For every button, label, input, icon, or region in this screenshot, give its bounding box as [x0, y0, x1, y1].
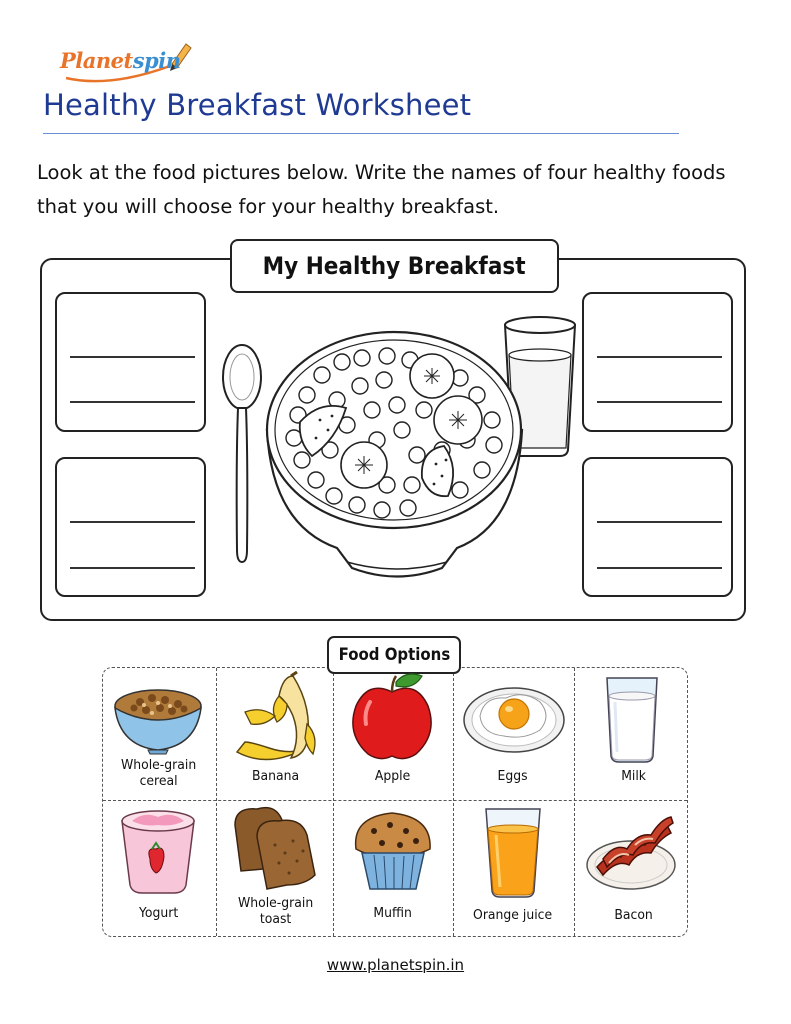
- food-option-milk[interactable]: [575, 668, 692, 803]
- yogurt-icon: [100, 801, 217, 901]
- breakfast-illustration: [212, 300, 582, 620]
- page-title: Healthy Breakfast Worksheet: [43, 88, 472, 122]
- logo-wordmark: Planetspin: [60, 48, 181, 73]
- answer-line[interactable]: [597, 567, 722, 569]
- title-underline: [43, 133, 679, 134]
- apple-icon: [334, 668, 453, 768]
- food-option-label: Whole-grain cereal: [120, 757, 197, 789]
- planetspin-logo: [60, 38, 200, 84]
- food-option-whole-grain-cereal[interactable]: [100, 668, 217, 803]
- answer-box-bottom-right[interactable]: [582, 457, 733, 597]
- footer-link[interactable]: www.planetspin.in: [326, 956, 465, 974]
- answer-line[interactable]: [597, 401, 722, 403]
- food-option-muffin[interactable]: [334, 801, 451, 936]
- food-option-whole-grain-toast[interactable]: [217, 801, 334, 936]
- answer-box-top-left[interactable]: [55, 292, 206, 432]
- food-option-label: Apple: [374, 768, 411, 784]
- food-option-label: Orange juice: [473, 907, 553, 923]
- food-option-label: Eggs: [497, 768, 528, 784]
- food-option-label: Bacon: [614, 907, 653, 923]
- answer-line[interactable]: [70, 521, 195, 523]
- food-option-bacon[interactable]: [575, 801, 692, 936]
- food-option-orange-juice[interactable]: [454, 801, 571, 936]
- cereal-bowl-icon: [100, 668, 217, 758]
- instructions-text: Look at the food pictures below. Write the names of four healthy foods that you will choose for your healthy breakfast.: [37, 161, 726, 218]
- answer-line[interactable]: [597, 356, 722, 358]
- food-option-label: Muffin: [373, 905, 412, 921]
- banana-icon: [217, 668, 334, 768]
- fried-egg-icon: [454, 668, 573, 768]
- footer-url[interactable]: [0, 956, 791, 974]
- answer-line[interactable]: [70, 401, 195, 403]
- food-option-banana[interactable]: [217, 668, 334, 803]
- orange-juice-icon: [454, 801, 573, 901]
- food-option-label: Yogurt: [138, 905, 179, 921]
- bacon-icon: [575, 801, 687, 901]
- answer-line[interactable]: [70, 567, 195, 569]
- answer-box-top-right[interactable]: [582, 292, 733, 432]
- spoon-icon: [223, 345, 261, 562]
- food-option-yogurt[interactable]: [100, 801, 217, 936]
- food-option-label: Milk: [621, 768, 646, 784]
- food-option-eggs[interactable]: [454, 668, 571, 803]
- food-option-apple[interactable]: [334, 668, 451, 803]
- food-option-label: Banana: [252, 768, 300, 784]
- answer-line[interactable]: [597, 521, 722, 523]
- muffin-icon: [334, 801, 453, 897]
- answer-line[interactable]: [70, 356, 195, 358]
- tray-title: My Healthy Breakfast: [263, 252, 526, 280]
- toast-icon: [217, 801, 334, 897]
- food-options-title: Food Options: [338, 645, 450, 665]
- answer-box-bottom-left[interactable]: [55, 457, 206, 597]
- food-option-label: Whole-grain toast: [237, 895, 314, 927]
- cereal-bowl-icon: [267, 332, 522, 577]
- milk-glass-icon: [575, 668, 687, 768]
- tray-title-box: [230, 239, 559, 293]
